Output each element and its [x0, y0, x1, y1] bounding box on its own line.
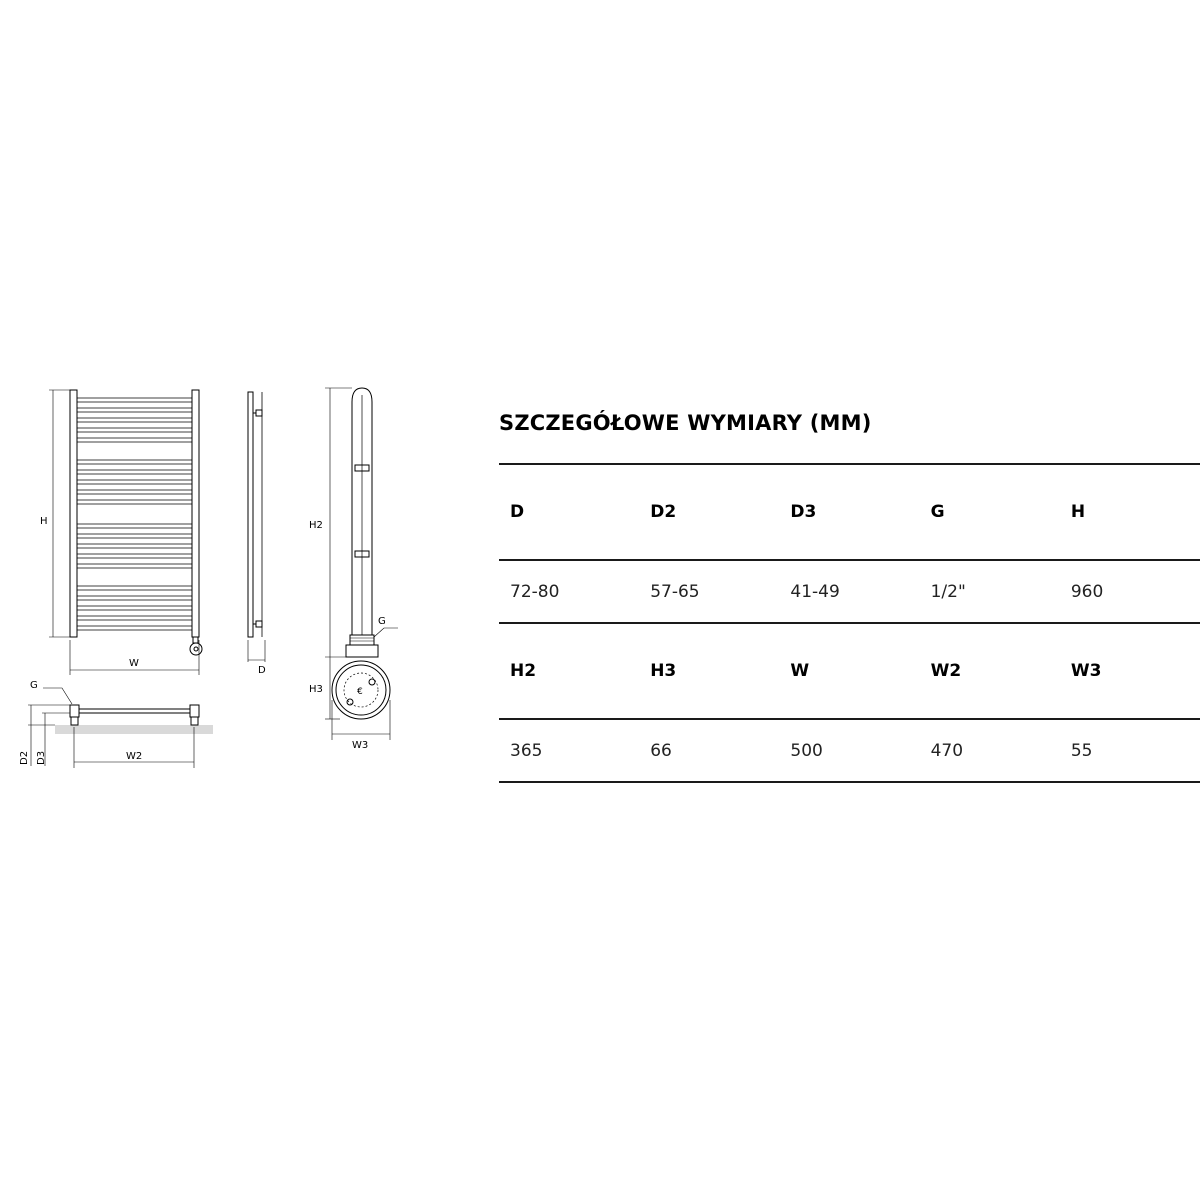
value-cell: 41-49 [790, 581, 840, 602]
value-cell: 72-80 [510, 581, 560, 602]
header-cell: H3 [650, 661, 677, 681]
value-cell: 1/2" [930, 581, 966, 602]
label-d: D [258, 665, 266, 676]
value-cell: 57-65 [650, 581, 700, 602]
top-view [28, 688, 213, 768]
table-header-row [499, 622, 1200, 718]
label-w2: W2 [126, 751, 143, 762]
header-cell: D3 [790, 502, 817, 522]
value-cell: 365 [510, 740, 543, 761]
dimensions-spec [499, 405, 1200, 783]
header-cell: W2 [930, 661, 962, 681]
heater-view [325, 388, 398, 740]
header-cell: G [930, 502, 945, 522]
side-view [248, 392, 265, 662]
header-cell: H2 [510, 661, 537, 681]
label-g-heater: G [378, 616, 386, 627]
value-cell: 66 [650, 740, 672, 761]
header-cell: H [1070, 502, 1086, 522]
radiator-rungs [77, 398, 192, 630]
svg-text:€: € [357, 687, 363, 697]
table-value-row [499, 718, 1200, 783]
front-view [49, 390, 202, 675]
label-g-top: G [30, 680, 38, 691]
label-w: W [129, 658, 139, 669]
spec-title: SZCZEGÓŁOWE WYMIARY (MM) [499, 411, 872, 435]
header-cell: D [510, 502, 525, 522]
value-cell: 55 [1070, 740, 1093, 761]
header-cell: W3 [1070, 661, 1102, 681]
value-cell: 470 [930, 740, 964, 761]
label-h3: H3 [309, 684, 323, 695]
label-h2: H2 [309, 520, 323, 531]
table-value-row [499, 559, 1200, 622]
label-w3: W3 [352, 740, 369, 751]
header-cell: D2 [650, 502, 677, 522]
header-cell: W [790, 661, 810, 681]
value-cell: 500 [790, 740, 823, 761]
value-cell: 960 [1070, 581, 1104, 602]
label-d3: D3 [36, 750, 47, 765]
label-d2: D2 [19, 750, 30, 765]
table-header-row [499, 463, 1200, 559]
label-h: H [40, 516, 48, 527]
